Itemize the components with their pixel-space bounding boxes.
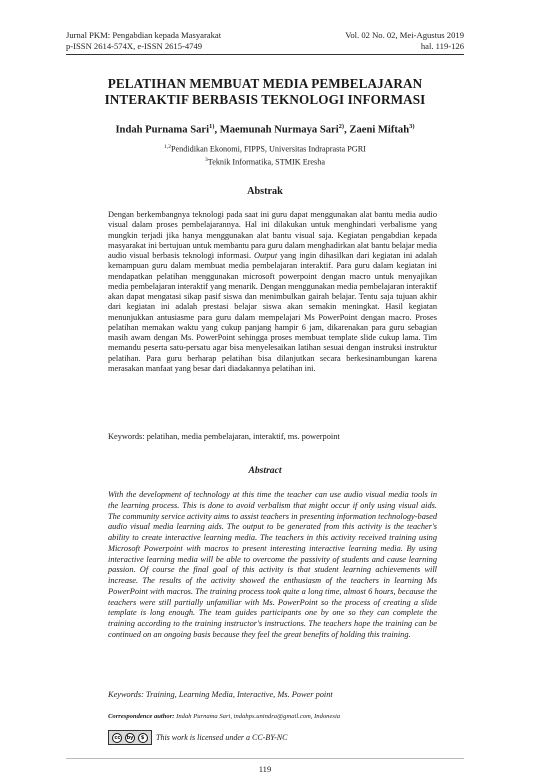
author-sup: 2): [338, 123, 345, 130]
affiliation-line: [66, 142, 464, 155]
author-list: Indah Purnama Sari$^{1)}$, Maemunah Nurmaya Sari$^{2)}$, Zaeni Miftah$^{3)}$: [115, 123, 415, 136]
affiliation-line: [66, 155, 464, 168]
correspondence-line: [108, 712, 437, 721]
running-header: [66, 30, 464, 52]
cc-icon: cc: [112, 733, 122, 743]
noncommercial-icon: $: [138, 733, 148, 743]
page-number: 119: [258, 764, 272, 774]
keywords-indonesian: Keywords: pelatihan, media pembelajaran, interaktif, ms. powerpoint: [108, 432, 340, 441]
affiliation-sup: 1,2: [164, 144, 171, 150]
volume-info: Vol. 02 No. 02, Mei-Agustus 2019: [345, 30, 464, 40]
header-divider: [66, 54, 464, 55]
license-text[interactable]: This work is licensed under a CC-BY-NC: [156, 733, 288, 742]
author-sup: 1): [209, 123, 215, 130]
affiliation-sup: 3: [205, 156, 208, 163]
attribution-icon: by: [126, 734, 134, 741]
license-block: [108, 730, 437, 745]
abstract-heading: Abstract: [248, 465, 282, 476]
abstrak-body: [108, 210, 437, 374]
abstrak-text-1: Dengan berkembangnya teknologi pada saat ini guru dapat menggunakan alat bantu media audio visual dalam proses pembelajarannya. Hal ini dilakukan untuk menghindari verbalisme yang mungkin terjadi jika hanya menggunakan alat bantu visual saja. Kegiatan pengabdian kepada masyarakat ini bertujuan untuk membantu para guru dalam menghadirkan alat bantu belajar media audio visual berbasis teknologi informasi.: [108, 210, 437, 260]
title-line-2: INTERAKTIF BERBASIS TEKNOLOGI INFORMASI: [104, 92, 426, 107]
affiliation-text: Teknik Informatika, STMIK Eresha: [207, 157, 325, 167]
abstrak-heading: Abstrak: [247, 186, 283, 197]
title-line-1: PELATIHAN MEMBUAT MEDIA PEMBELAJARAN: [107, 76, 423, 91]
abstrak-text-2: yang ingin dihasilkan dari kegiatan ini adalah kemampuan guru dalam membuat media pembelajaran interaktif. Para guru dalam kegiatan ini mendapatkan pelatihan menggunakan microsoft powerpoint dengan macro untuk menyajikan media pembelajaran interaktif yang menarik. Dengan menggunakan media pembelajaran interaktif akan dapat mengatasi sikap pasif siswa dan menimbulkan gairah belajar. Tentu saja tujuan akhir dari kegiatan ini adalah prestasi belajar siswa akan semakin meningkat. Hasil kegiatan menunjukkan antusiasme para guru dalam mempelajari Ms PowerPoint dengan macro. Proses pelatihan memakan waktu yang cukup panjang hampir 6 jam, dikarenakan para guru sebagian masih awam dengan Ms. PowerPoint sehingga proses membuat template slide cukup lama. Tim memandu peserta satu-persatu agar bisa menyelesaikan latihan sesuai dengan instruksi instruktur pelatihan. Para guru berharap pelatihan bisa dilanjutkan secara berkesinambungan karena merasakan manfaat yang besar dari diadakannya pelatihan ini.: [108, 251, 438, 373]
cc-license-badge[interactable]: [108, 730, 152, 745]
abstrak-italic-word: Output: [253, 251, 278, 260]
author-name: Maemunah Nurmaya Sari: [219, 124, 339, 136]
affiliation-text: Pendidikan Ekonomi, FIPPS, Universitas Indraprasta PGRI: [170, 144, 366, 154]
journal-name: Jurnal PKM: Pengabdian kepada Masyarakat: [66, 30, 222, 40]
page-range: hal. 119-126: [420, 41, 464, 51]
author-sup: 3): [409, 123, 415, 130]
author-name: Indah Purnama Sari: [115, 124, 210, 136]
affiliations: [66, 142, 464, 167]
author-name: Zaeni Miftah: [349, 124, 410, 136]
correspondence-text: Indah Purnama Sari, indahps.unindra@gmail.com, Indonesia: [176, 713, 341, 720]
paper-title: [66, 76, 464, 108]
keywords-english: Keywords: Training, Learning Media, Interactive, Ms. Power point: [108, 690, 333, 699]
abstract-body: With the development of technology at this time the teacher can use audio visual media tools in the learning process. This is done to avoid verbalism that might occur if only using visual aids. The community service activity aims to assist teachers in presenting information technology-based audio visual media learning aids. The output to be generated from this activity is the teacher's ability to create interactive learning media. The teachers in this activity received training using Microsoft Powerpoint with macros to present interesting interactive learning media. By using interactive learning media will be able to overcome the passivity of students and cause learning passion. Of course the final goal of this activity is that student learning achievements will increase. The results of the activity showed the enthusiasm of the teachers in learning Ms PowerPoint with macros. The training process took quite a long time, almost 6 hours, because the teachers were still partially unfamiliar with Ms. PowerPoint so the process of creating a slide template is long enough. The team guides participants one by one so they can complete the training according to the training instructor's instructions. The teachers hope the training can be continued on an ongoing basis because they feel the great benefits of holding this training.: [108, 490, 437, 639]
correspondence-label: Correspondence author:: [108, 713, 175, 720]
footer-divider: [66, 758, 464, 759]
issn-info: p-ISSN 2614-574X, e-ISSN 2615-4749: [66, 41, 203, 51]
